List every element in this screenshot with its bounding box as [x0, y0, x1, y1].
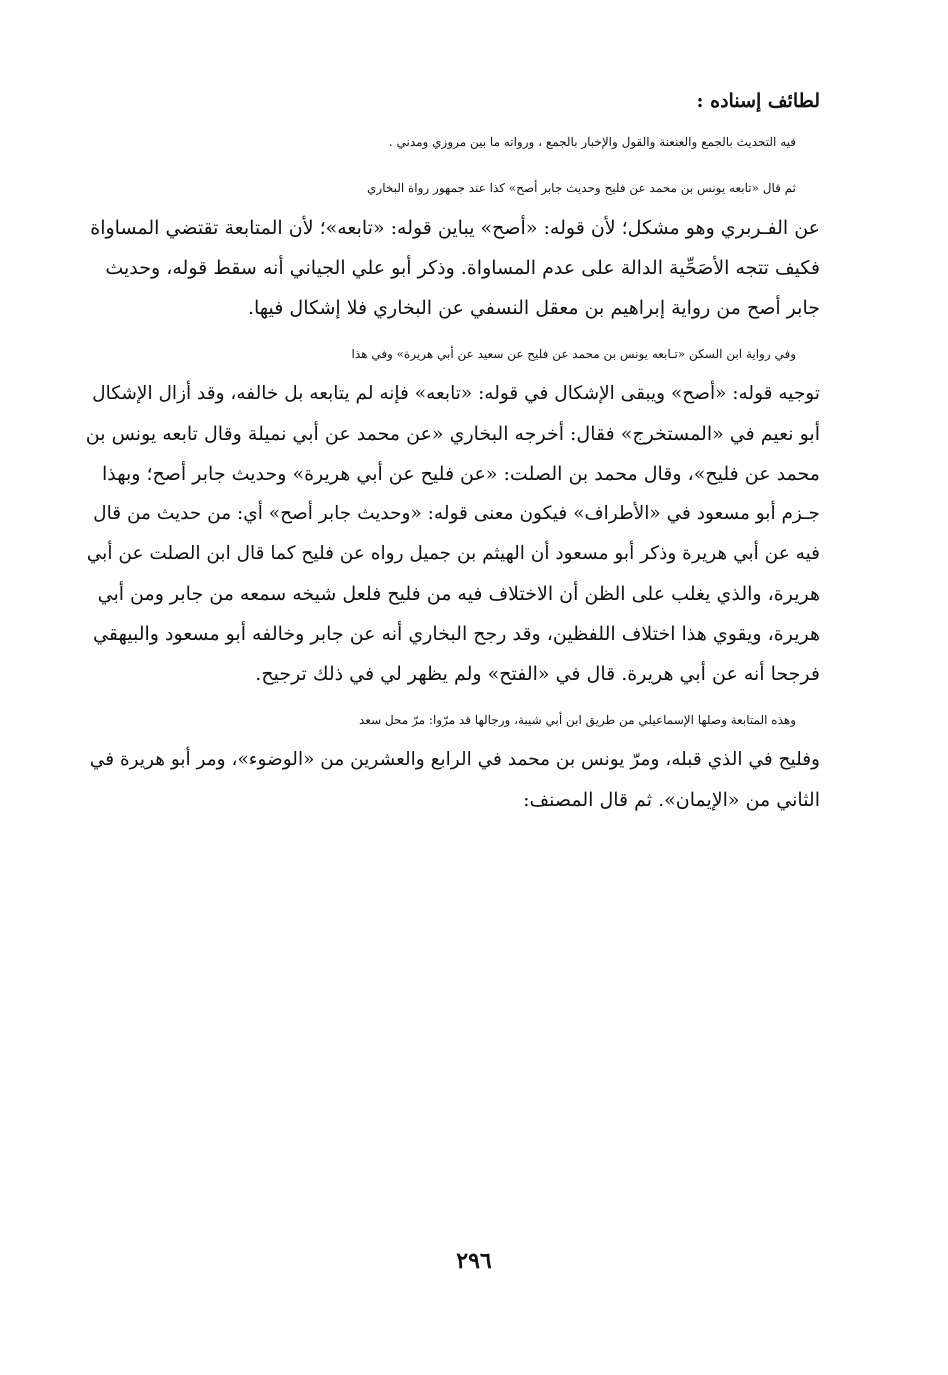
text-line: فكيف تتجه الأصَحِّية الدالة على عدم المساواة. وذكر أبو علي الجياني أنه سقط قوله، وحديث [105, 257, 820, 279]
text-line: محمد عن فليح»، وقال محمد بن الصلت: «عن فليح عن أبي هريرة» وحديث جابر أصح؛ وبهذا [101, 463, 820, 485]
paragraph-2 [78, 168, 820, 328]
paragraph-1 [78, 122, 820, 162]
text-line: هريرة، والذي يغلب على الظن أن الاختلاف فيه من فليح فلعل شيخه سمعه من جابر ومن أبي [97, 583, 820, 605]
page-content [78, 84, 820, 826]
text-line: توجيه قوله: «أصح» ويبقى الإشكال في قوله: «تابعه» فإنه لم يتابعه بل خالفه، وقد أزال الإشكال [92, 383, 820, 404]
paragraph-4 [78, 700, 820, 820]
text-line: جـزم أبو مسعود في «الأطراف» فيكون معنى قوله: «وحديث جابر أصح» أي: من حديث من قال [93, 503, 820, 524]
text-line: وفي رواية ابن السكن «تـابعه يونس بن محمد عن فليح عن سعيد عن أبي هريرة» وفي هذا [351, 347, 796, 361]
text-line: فرجحا أنه عن أبي هريرة. قال في «الفتح» ولم يظهر لي في ذلك ترجيح. [255, 663, 820, 685]
text-line: فيه التحديث بالجمع والعنعنة والقول والإخبار بالجمع ، ورواته ما بين مروزي ومدني . [388, 135, 796, 149]
page-number: ٢٩٦ [456, 1248, 492, 1274]
text-line: عن الفـربري وهو مشكل؛ لأن قوله: «أصح» يباين قوله: «تابعه»؛ لأن المتابعة تقتضي المساواة [90, 217, 820, 239]
text-line: وفليح في الذي قبله، ومرّ يونس بن محمد في الرابع والعشرين من «الوضوء»، ومر أبو هريرة في [89, 749, 820, 770]
text-line: فيه عن أبي هريرة وذكر أبو مسعود أن الهيثم بن جميل رواه عن فليح كما قال ابن الصلت عن أبي [86, 543, 820, 564]
paragraph-3 [78, 334, 820, 694]
text-line: جابر أصح من رواية إبراهيم بن معقل النسفي عن البخاري فلا إشكال فيها. [247, 297, 820, 319]
text-line: ثم قال «تابعه يونس بن محمد عن فليح وحديث جابر أصح» كذا عند جمهور رواة البخاري [367, 181, 796, 195]
text-line: أبو نعيم في «المستخرج» فقال: أخرجه البخاري «عن محمد عن أبي نميلة وقال تابعه يونس بن [85, 423, 820, 445]
text-line: وهذه المتابعة وصلها الإسماعيلي من طريق ابن أبي شيبة، ورجالها قد مرّوا: مرّ محل سعد [359, 713, 796, 727]
text-line: الثاني من «الإيمان». ثم قال المصنف: [523, 789, 820, 811]
section-heading: لطائف إسناده : [696, 90, 820, 112]
text-line: هريرة، ويقوي هذا اختلاف اللفظين، وقد رجح البخاري أنه عن جابر وخالفه أبو مسعود والبيهقي [93, 623, 820, 645]
